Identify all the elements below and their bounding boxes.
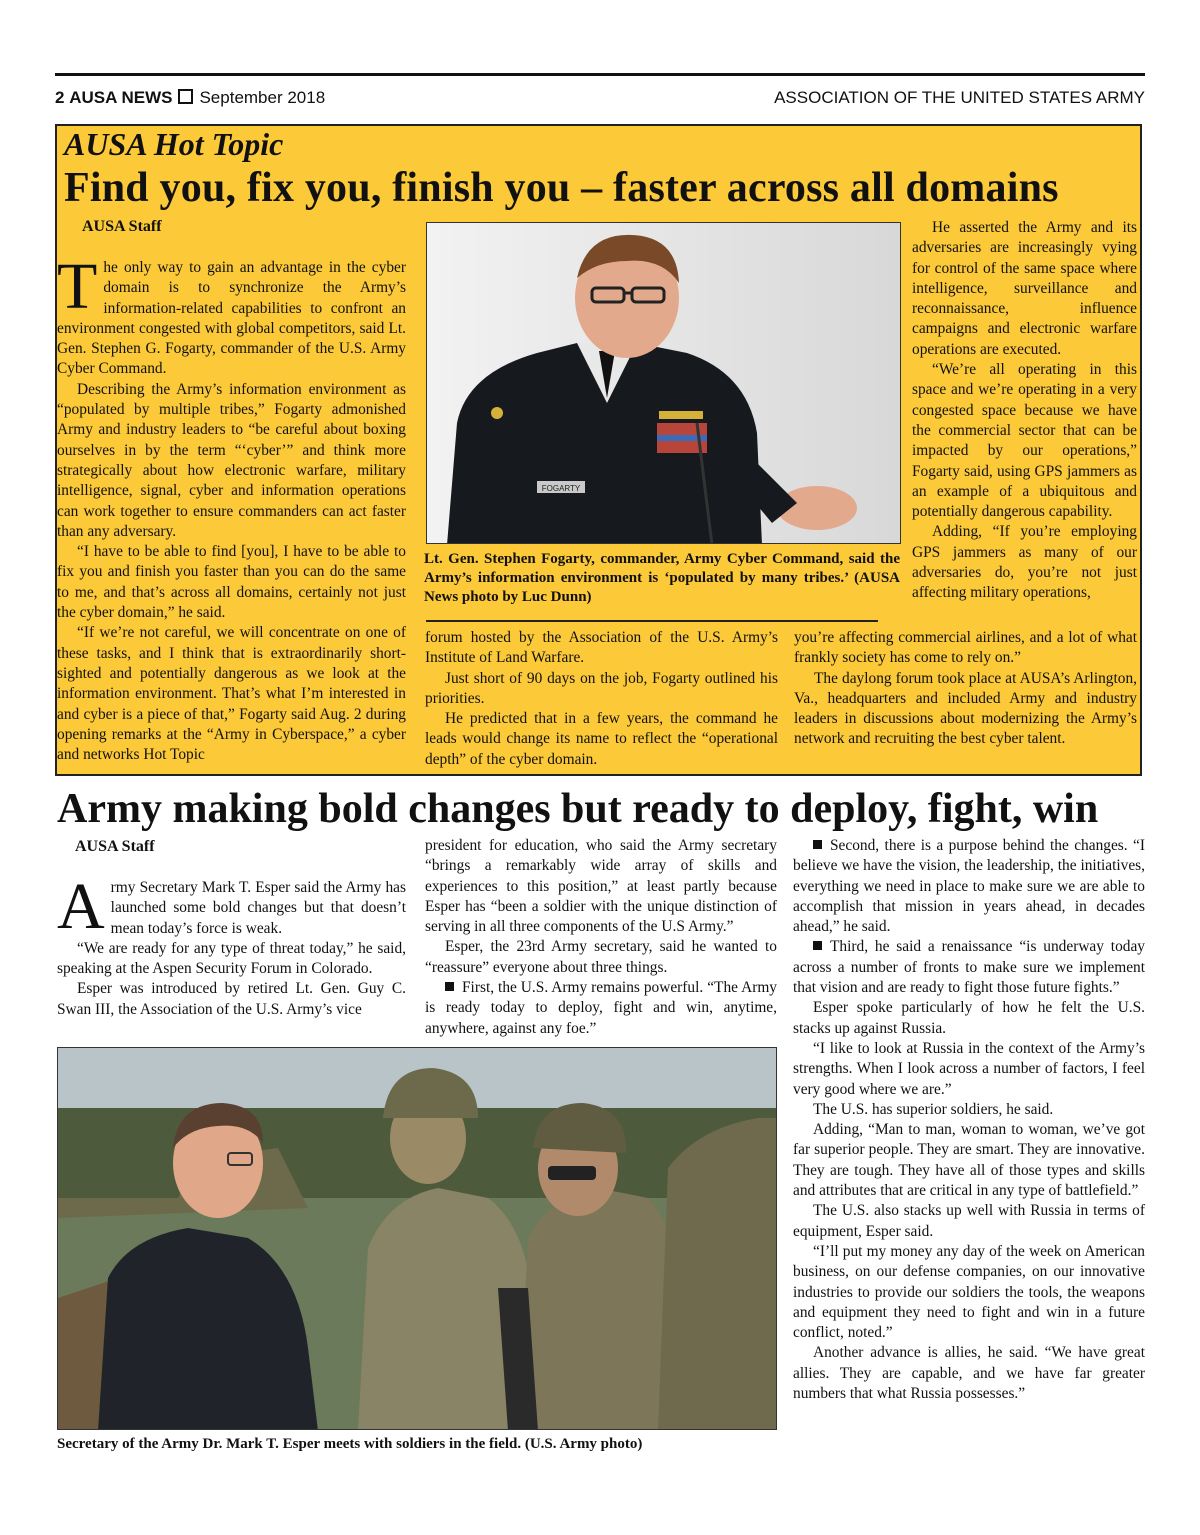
issue-date: September 2018: [199, 88, 326, 107]
bullet-square-icon: [813, 941, 822, 950]
fogarty-photo: [426, 222, 901, 544]
paragraph: Describing the Army’s information environment as “populated by multiple tribes,” Fogarty admonished Army and industry leaders to “be careful about boxing ourselves in by the term “‘cyber’” and think more strategically about how electronic warfare, military intelligence, signal, cyber and information operations can work together to ensure commanders can act faster than any adversary.: [57, 380, 406, 540]
esper-soldiers-photo: [57, 1047, 777, 1430]
paragraph: rmy Secretary Mark T. Esper said the Army has launched some bold changes but that doesn’t mean today’s force is weak.: [110, 879, 406, 937]
article2-column-1: [57, 870, 406, 1020]
article1-column-3: [912, 218, 1137, 604]
organization-name: ASSOCIATION OF THE UNITED STATES ARMY: [774, 88, 1145, 107]
photo-caption: Secretary of the Army Dr. Mark T. Esper meets with soldiers in the field. (U.S. Army photo): [57, 1436, 643, 1452]
paragraph: Just short of 90 days on the job, Fogarty outlined his priorities.: [425, 669, 778, 707]
paragraph: “I have to be able to find [you], I have to be able to fix you and finish you faster than you can do the same to me, and that’s across all domains, certainly not just the cyber domain,” he said.: [57, 543, 406, 622]
header-rule: [55, 73, 1145, 76]
page-header-left: [55, 88, 325, 108]
paragraph: Third, he said a renaissance “is underway today across a number of fronts to make sure we implement that vision and are ready to fight those future fights.”: [793, 938, 1145, 997]
article1-column-1: [57, 250, 406, 765]
article2-headline: Army making bold changes but ready to deploy, fight, win: [57, 786, 1099, 832]
drop-cap: T: [57, 250, 98, 323]
paragraph: Adding, “If you’re employing GPS jammers as many of our adversaries do, you’re not just affecting military operations,: [912, 523, 1137, 602]
bullet-square-icon: [813, 840, 822, 849]
paragraph: Another advance is allies, he said. “We have great allies. They are capable, and we have far greater numbers that what Russia possesses.”: [793, 1344, 1145, 1403]
article1-column-2: [425, 628, 778, 770]
paragraph: Adding, “Man to man, woman to woman, we’ve got far superior people. They are smart. They are innovative. They are tough. They have all of those types and skills and attributes that are critical in any type of battlefield.”: [793, 1121, 1145, 1200]
bullet-square-icon: [445, 982, 454, 991]
paragraph: he only way to gain an advantage in the cyber domain is to synchronize the Army’s information-related capabilities to confront an environment congested with global competitors, said Lt. Gen. Stephen G. Fogarty, commander of the U.S. Army Cyber Command.: [57, 259, 406, 378]
drop-cap: A: [57, 870, 105, 943]
photo-caption: Lt. Gen. Stephen Fogarty, commander, Army Cyber Command, said the Army’s information environment is ‘populated by many tribes.’ (AUSA News photo by Luc Dunn): [424, 551, 900, 605]
paragraph: forum hosted by the Association of the U.S. Army’s Institute of Land Warfare.: [425, 629, 778, 667]
paragraph: Second, there is a purpose behind the changes. “I believe we have the vision, the leadership, the initiatives, everything we need in place to make sure we are able to accomplish that mission in years ahead, in decades ahead,” he said.: [793, 837, 1145, 936]
paragraph: The daylong forum took place at AUSA’s Arlington, Va., headquarters and included Army and industry leaders in discussions about modernizing the Army’s network and recruiting the best cyber talent.: [794, 669, 1137, 748]
publication-name: AUSA NEWS: [69, 88, 173, 107]
article1-column-3-continued: [794, 628, 1137, 750]
name-tag-text: FOGARTY: [541, 484, 581, 493]
article2-column-2: [425, 836, 777, 1039]
paragraph: “I like to look at Russia in the context of the Army’s strengths. When I look across a number of factors, I feel very good where we are.”: [793, 1039, 1145, 1098]
article-kicker: AUSA Hot Topic: [64, 126, 284, 162]
paragraph: He predicted that in a few years, the command he leads would change its name to reflect the “operational depth” of the cyber domain.: [425, 710, 778, 768]
checkbox-glyph-icon: [178, 89, 193, 104]
paragraph: First, the U.S. Army remains powerful. “The Army is ready today to deploy, fight and win, anytime, anywhere, against any foe.”: [425, 979, 777, 1037]
paragraph: “We are ready for any type of threat today,” he said, speaking at the Aspen Security Forum in Colorado.: [57, 939, 406, 978]
article2-column-3: [793, 836, 1145, 1404]
paragraph: Esper was introduced by retired Lt. Gen. Guy C. Swan III, the Association of the U.S. Army’s vice: [57, 980, 406, 1018]
paragraph: The U.S. has superior soldiers, he said.: [813, 1100, 1054, 1118]
article-byline: AUSA Staff: [82, 218, 162, 235]
paragraph: “We’re all operating in this space and we’re operating in a very congested space because we have the commercial sector that can be impacted by our operations,” Fogarty said, using GPS jammers as an example of a ubiquitous and potentially dangerous capability.: [912, 361, 1137, 521]
paragraph: president for education, who said the Army secretary “brings a remarkably wide array of skills and experiences to this position,” at least partly because Esper has “been a soldier with the unique distinction of serving in all three components of the U.S Army.”: [425, 837, 777, 936]
paragraph: “I’ll put my money any day of the week on American business, on our defense companies, on our innovative industries to provide our soldiers the tools, the weapons and equipment they need to fight and win in a future conflict, noted.”: [793, 1242, 1145, 1342]
page-number: 2: [55, 88, 65, 107]
paragraph: Esper spoke particularly of how he felt the U.S. stacks up against Russia.: [793, 999, 1145, 1037]
paragraph: “If we’re not careful, we will concentrate on one of these tasks, and I think that is extraordinarily short-sighted and potentially dangerous as we look at the information environment. That’s what I’m interested in and cyber is a piece of that,” Fogarty said Aug. 2 during opening remarks at the “Army in Cyberspace,” a cyber and networks Hot Topic: [57, 624, 406, 764]
paragraph: He asserted the Army and its adversaries are increasingly vying for control of the same space where intelligence, surveillance and reconnaissance, influence campaigns and electronic warfare operations are executed.: [912, 219, 1137, 358]
caption-rule: [426, 620, 878, 622]
article2-byline: AUSA Staff: [75, 838, 155, 855]
article-headline: Find you, fix you, finish you – faster across all domains: [64, 165, 1059, 211]
paragraph: The U.S. also stacks up well with Russia in terms of equipment, Esper said.: [793, 1202, 1145, 1240]
paragraph: you’re affecting commercial airlines, and a lot of what frankly society has come to rely on.”: [794, 629, 1137, 667]
paragraph: Esper, the 23rd Army secretary, said he wanted to “reassure” everyone about three things.: [425, 938, 777, 976]
